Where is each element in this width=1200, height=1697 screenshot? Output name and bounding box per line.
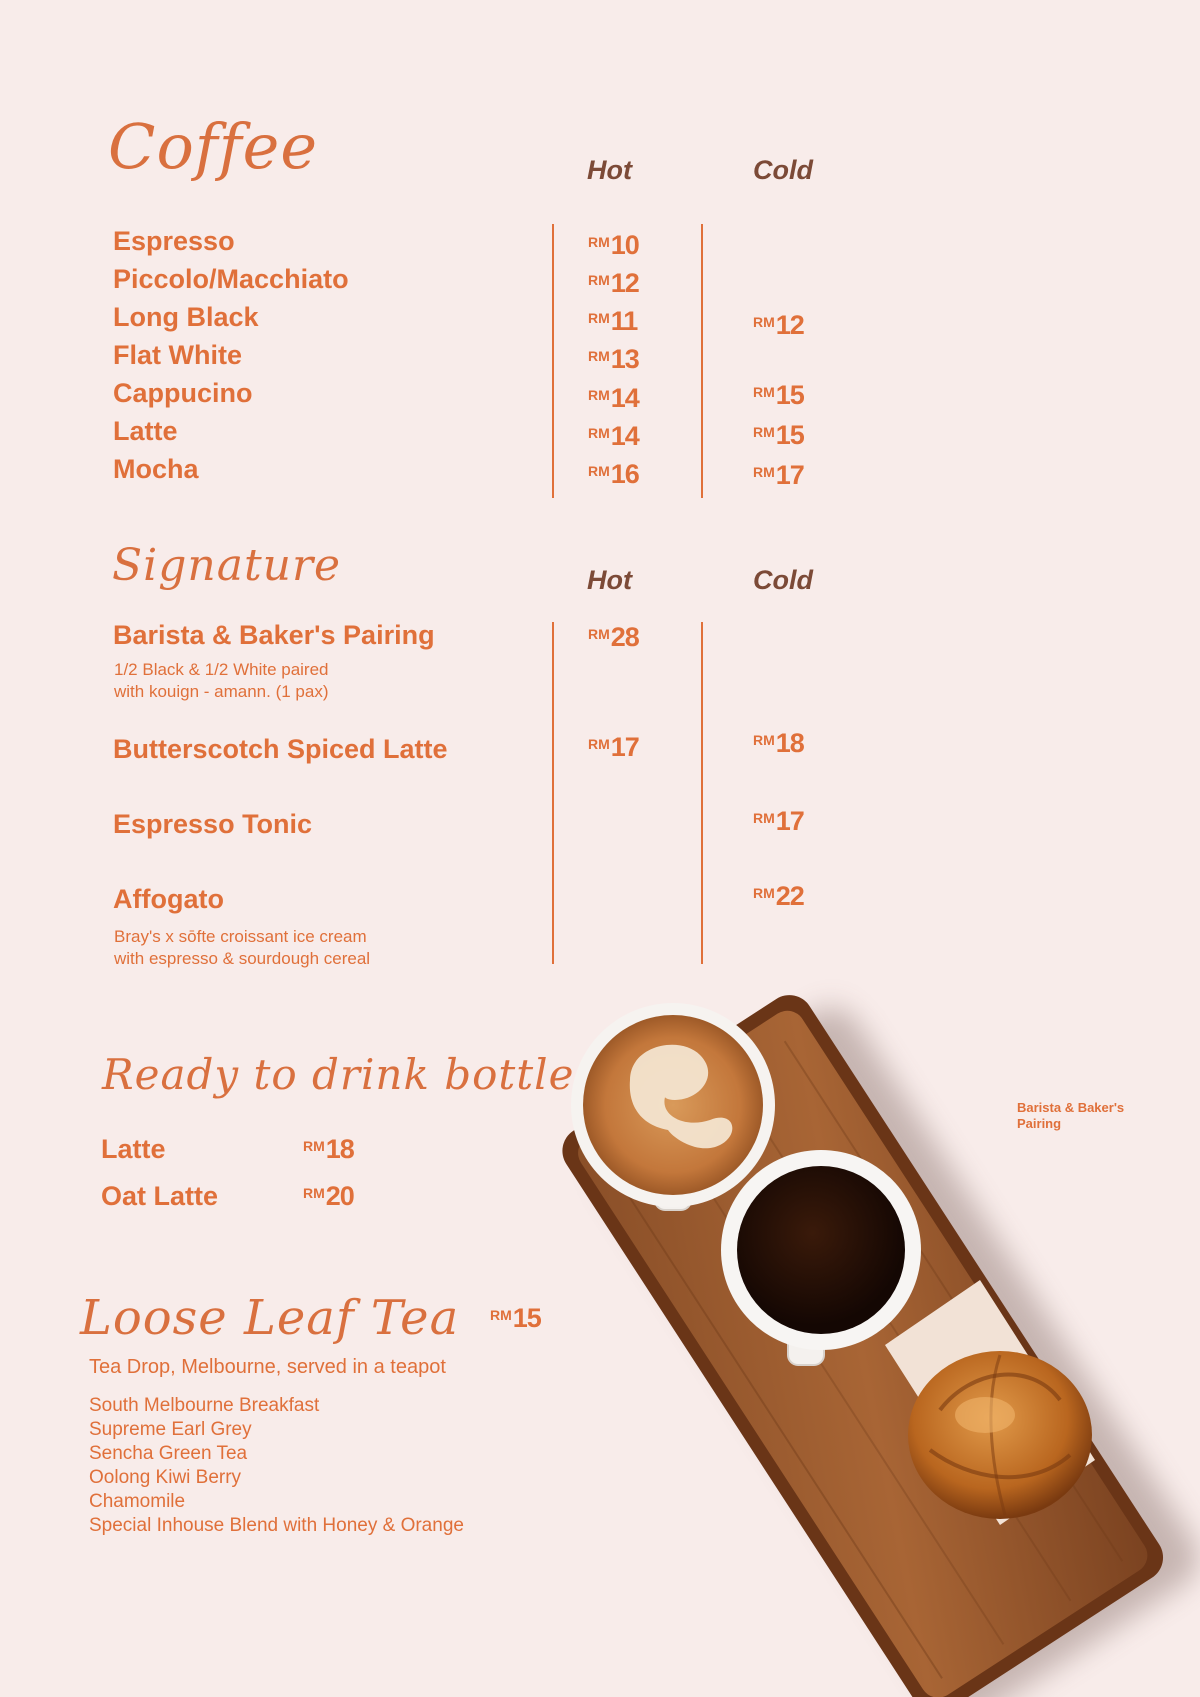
- coffee-hot-price: $^{RM}$11: [588, 306, 638, 336]
- coffee-item-names: [113, 222, 349, 488]
- coffee-cold-price: $^{RM}$15: [753, 380, 804, 410]
- coffee-tray-photo: [560, 960, 1200, 1697]
- signature-cold-header: Cold: [753, 565, 813, 595]
- coffee-section-title: Coffee: [108, 110, 319, 183]
- coffee-item: Piccolo/Macchiato: [113, 264, 349, 294]
- coffee-divider-left: [552, 224, 554, 498]
- tea-item: Sencha Green Tea: [89, 1443, 248, 1464]
- coffee-hot-price: $^{RM}$14: [588, 383, 639, 413]
- bottle-item: Oat Latte: [101, 1181, 219, 1211]
- signature-item-description: Bray's x sōfte croissant ice cream with espresso & sourdough cereal: [114, 927, 371, 968]
- coffee-cold-header: Cold: [753, 155, 813, 185]
- coffee-hot-price: $^{RM}$10: [588, 230, 639, 260]
- signature-cold-price: $^{RM}$17: [753, 806, 804, 836]
- bottle-section-title: Ready to drink bottle: [102, 1050, 575, 1099]
- signature-section-title: Signature: [112, 540, 342, 591]
- tea-price: $^{RM}$15: [490, 1303, 541, 1333]
- coffee-hot-price: $^{RM}$16: [588, 459, 639, 489]
- signature-hot-header: Hot: [587, 565, 632, 595]
- bottle-price: $^{RM}$20: [303, 1181, 354, 1211]
- coffee-cold-price: $^{RM}$17: [753, 460, 804, 490]
- bottle-item: Latte: [101, 1134, 166, 1164]
- tea-item: South Melbourne Breakfast: [89, 1395, 320, 1416]
- coffee-item: Latte: [113, 416, 178, 446]
- coffee-item: Cappucino: [113, 378, 253, 408]
- signature-item: Barista & Baker's Pairing: [113, 620, 435, 650]
- signature-cold-price: $^{RM}$22: [753, 881, 804, 911]
- tea-section-title: Loose Leaf Tea: [80, 1290, 460, 1346]
- tea-list: [89, 1394, 464, 1538]
- coffee-cold-price: $^{RM}$12: [753, 310, 804, 340]
- tea-subtitle: Tea Drop, Melbourne, served in a teapot: [89, 1356, 446, 1378]
- signature-divider-right: [701, 622, 703, 964]
- tea-item: Chamomile: [89, 1491, 186, 1512]
- coffee-hot-price: $^{RM}$14: [588, 421, 639, 451]
- coffee-hot-price: $^{RM}$13: [588, 344, 639, 374]
- signature-hot-price: $^{RM}$28: [588, 622, 639, 652]
- signature-cold-price: $^{RM}$18: [753, 728, 804, 758]
- tea-item: Special Inhouse Blend with Honey & Orange: [89, 1515, 464, 1536]
- coffee-item: Mocha: [113, 454, 199, 484]
- coffee-cold-price: $^{RM}$15: [753, 420, 804, 450]
- coffee-item: Long Black: [113, 302, 259, 332]
- signature-hot-price: $^{RM}$17: [588, 732, 639, 762]
- coffee-hot-header: Hot: [587, 155, 632, 185]
- coffee-item: Espresso: [113, 226, 235, 256]
- coffee-hot-price: $^{RM}$12: [588, 268, 639, 298]
- signature-item: Butterscotch Spiced Latte: [113, 734, 448, 764]
- signature-item: Espresso Tonic: [113, 809, 313, 839]
- signature-item: Affogato: [113, 884, 224, 914]
- coffee-divider-right: [701, 224, 703, 498]
- tea-item: Oolong Kiwi Berry: [89, 1467, 242, 1488]
- bottle-price: $^{RM}$18: [303, 1134, 354, 1164]
- signature-item-description: 1/2 Black & 1/2 White paired with kouign - amann. (1 pax): [114, 660, 329, 701]
- kouign-amann-pastry-icon: [908, 1351, 1092, 1519]
- signature-divider-left: [552, 622, 554, 964]
- photo-caption: Barista & Baker's Pairing: [1017, 1100, 1125, 1131]
- tea-item: Supreme Earl Grey: [89, 1419, 252, 1440]
- coffee-item: Flat White: [113, 340, 242, 370]
